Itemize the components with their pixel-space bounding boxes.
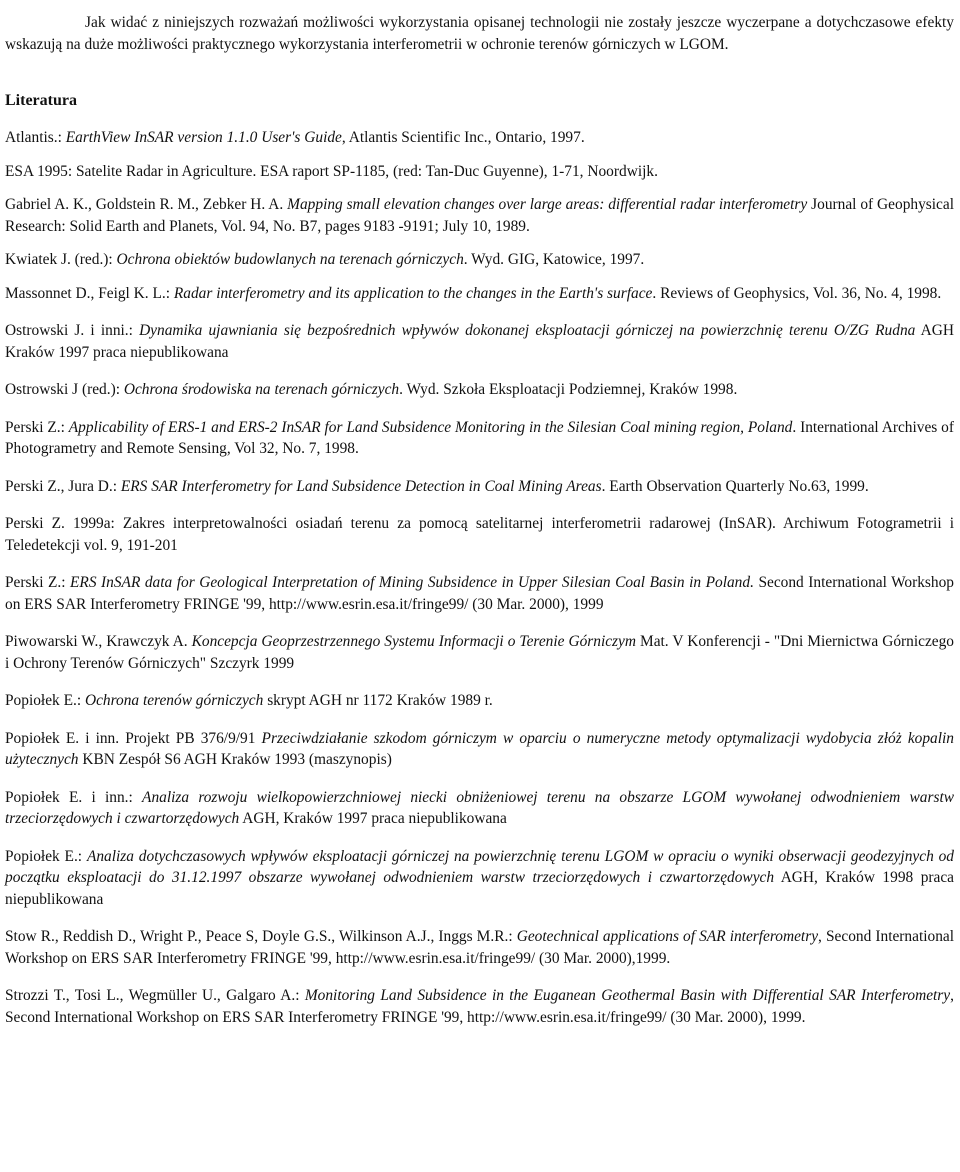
reference-list	[5, 127, 954, 1040]
reference-item: Gabriel A. K., Goldstein R. M., Zebker H. A. Mapping small elevation changes over large areas: differential radar interferometry Journal of Geophysical Research: Solid Earth and Planets, Vol. 94, No. B7, pages 9183 -9191; July 10, 1989.	[5, 196, 954, 235]
reference-item: Perski Z., Jura D.: ERS SAR Interferometry for Land Subsidence Detection in Coal Mining Areas. Earth Observation Quarterly No.63, 1999.	[5, 477, 869, 495]
reference-item: Massonnet D., Feigl K. L.: Radar interferometry and its application to the changes in the Earth's surface. Reviews of Geophysics, Vol. 36, No. 4, 1998.	[5, 284, 942, 302]
reference-item: Strozzi T., Tosi L., Wegmüller U., Galgaro A.: Monitoring Land Subsidence in the Euganean Geothermal Basin with Differential SAR Interferometry, Second International Workshop on ERS SAR Interferometry FRINGE '99, http://www.esrin.esa.it/fringe99/ (30 Mar. 2000), 1999.	[5, 987, 954, 1026]
references-heading: Literatura	[5, 92, 77, 109]
reference-item: Perski Z.: Applicability of ERS-1 and ERS-2 InSAR for Land Subsidence Monitoring in the Silesian Coal mining region, Poland. International Archives of Photogrametry and Remote Sensing, Vol 32, No. 7, 1998.	[5, 418, 954, 457]
reference-item: Kwiatek J. (red.): Ochrona obiektów budowlanych na terenach górniczych. Wyd. GIG, Katowice, 1997.	[5, 251, 645, 268]
reference-item: Perski Z.: ERS InSAR data for Geological Interpretation of Mining Subsidence in Upper Silesian Coal Basin in Poland. Second International Workshop on ERS SAR Interferometry FRINGE '99, http://www.esrin.esa.it/fringe99/ (30 Mar. 2000), 1999	[5, 574, 955, 613]
reference-item: Piwowarski W., Krawczyk A. Koncepcja Geoprzestrzennego Systemu Informacji o Terenie Górniczym Mat. V Konferencji - "Dni Miernictwa Górniczego i Ochrony Terenów Górniczych" Szczyrk 1999	[5, 633, 954, 672]
reference-item: ESA 1995: Satelite Radar in Agriculture. ESA raport SP-1185, (red: Tan-Duc Guyenne), 1-71, Noordwijk.	[5, 162, 658, 180]
reference-item: Popiołek E.: Analiza dotychczasowych wpływów eksploatacji górniczej na powierzchnię terenu LGOM w opraciu o wyniki obserwacji geodezyjnych od początku eksploatacji do 31.12.1997 obszarze wywołanej odwodnieniem warstw trzeciorzędowych i czwartorzędowych AGH, Kraków 1998 praca niepublikowana	[5, 847, 955, 908]
reference-item: Popiołek E. i inn. Projekt PB 376/9/91 Przeciwdziałanie szkodom górniczym w oparciu o numeryczne metody optymalizacji wydobycia złóż kopalin użytecznych KBN Zespół S6 AGH Kraków 1993 (maszynopis)	[5, 729, 954, 768]
reference-item: Perski Z. 1999a: Zakres interpretowalności osiadań terenu za pomocą satelitarnej interferometrii radarowej (InSAR). Archiwum Fotogrametrii i Teledetekcji vol. 9, 191-201	[5, 515, 954, 554]
reference-item: Popiołek E.: Ochrona terenów górniczych skrypt AGH nr 1172 Kraków 1989 r.	[5, 692, 493, 709]
reference-item: Atlantis.: EarthView InSAR version 1.1.0 User's Guide, Atlantis Scientific Inc., Ontario, 1997.	[5, 129, 585, 146]
intro-paragraph: Jak widać z niniejszych rozważań możliwości wykorzystania opisanej technologii nie zostały jeszcze wyczerpane a dotychczasowe efekty wskazują na duże możliwości praktycznego wykorzystania interferometrii w ochronie terenów górniczych w LGOM.	[5, 14, 954, 53]
reference-item: Ostrowski J. i inni.: Dynamika ujawniania się bezpośrednich wpływów dokonanej eksploatacji górniczej na powierzchnię terenu O/ZG Rudna AGH Kraków 1997 praca niepublikowana	[5, 322, 954, 361]
reference-item: Ostrowski J (red.): Ochrona środowiska na terenach górniczych. Wyd. Szkoła Eksploatacji Podziemnej, Kraków 1998.	[5, 381, 738, 398]
reference-item: Popiołek E. i inn.: Analiza rozwoju wielkopowierzchniowej niecki obniżeniowej terenu na obszarze LGOM wywołanej odwodnieniem warstw trzeciorzędowych i czwartorzędowych AGH, Kraków 1997 praca niepublikowana	[5, 788, 954, 827]
reference-item: Stow R., Reddish D., Wright P., Peace S, Doyle G.S., Wilkinson A.J., Inggs M.R.: Geotechnical applications of SAR interferometry, Second International Workshop on ERS SAR Interferometry FRINGE '99, http://www.esrin.esa.it/fringe99/ (30 Mar. 2000),1999.	[5, 928, 955, 967]
